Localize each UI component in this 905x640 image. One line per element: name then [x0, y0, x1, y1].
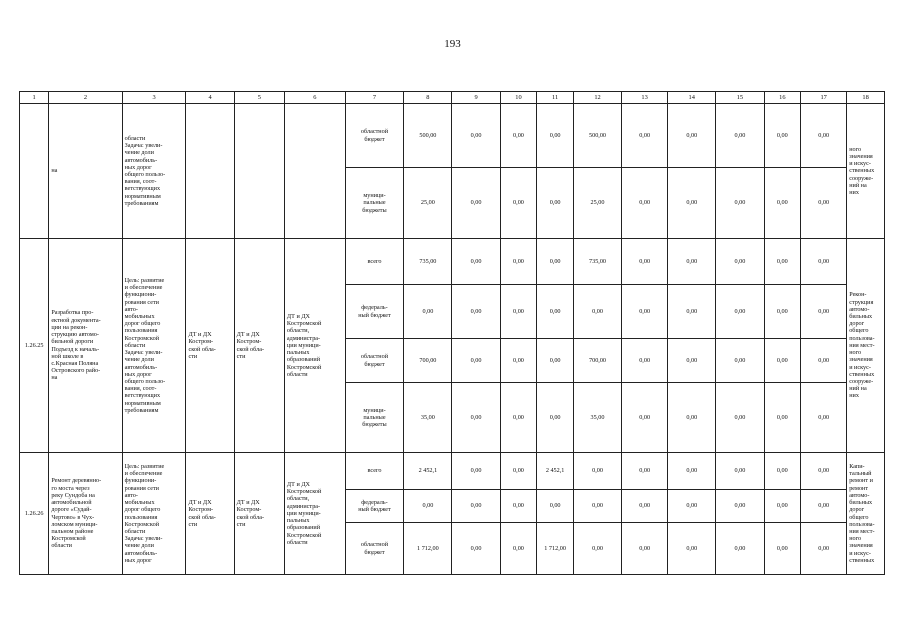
- amount-cell: 0,00: [668, 285, 716, 339]
- item-responsible: ДТ и ДХ Костром- ской обла- сти: [186, 453, 234, 575]
- amount-cell: 0,00: [764, 453, 801, 490]
- amount-cell: 0,00: [500, 285, 537, 339]
- item-goal: Цель: развитие и обеспечение функциони- рования сети авто- мобильных дорог общего пользования Костромской области Задача: увели- чение доли автомобиль- ных дорог: [122, 453, 186, 575]
- amount-cell: 0,00: [801, 339, 847, 383]
- amount-cell: 0,00: [716, 453, 764, 490]
- amount-cell: 0,00: [537, 104, 574, 168]
- amount-cell: 0,00: [801, 453, 847, 490]
- amount-cell: 0,00: [716, 339, 764, 383]
- amount-cell: 0,00: [668, 339, 716, 383]
- item-participants: ДТ и ДХ Костромской области, администра- ции муници- пальных образований Костромской области: [284, 453, 345, 575]
- amount-cell: 0,00: [500, 339, 537, 383]
- column-number: 1: [20, 92, 49, 104]
- amount-cell: 0,00: [537, 383, 574, 453]
- amount-cell: 0,00: [716, 383, 764, 453]
- amount-cell: 0,00: [764, 168, 801, 239]
- amount-cell: 0,00: [573, 523, 621, 575]
- amount-cell: 0,00: [452, 383, 500, 453]
- amount-cell: 0,00: [801, 239, 847, 285]
- amount-cell: 0,00: [573, 453, 621, 490]
- table-row: [20, 239, 885, 285]
- amount-cell: 0,00: [764, 383, 801, 453]
- amount-cell: 735,00: [404, 239, 452, 285]
- column-number: 10: [500, 92, 537, 104]
- column-number: 16: [764, 92, 801, 104]
- item-participants: ДТ и ДХ Костромской области, администра- ции муници- пальных образований Костромской области: [284, 239, 345, 453]
- amount-cell: 2 452,1: [537, 453, 574, 490]
- amount-cell: 0,00: [573, 285, 621, 339]
- amount-cell: 0,00: [622, 239, 668, 285]
- amount-cell: 0,00: [500, 453, 537, 490]
- item-result: Рекон- струкция автомо- бильных дорог общего пользова- ния мест- ного значения и искус- ственных сооруже- ний на них: [847, 239, 885, 453]
- amount-cell: 0,00: [404, 490, 452, 523]
- amount-cell: 0,00: [500, 490, 537, 523]
- amount-cell: 0,00: [452, 339, 500, 383]
- item-coexecutor: [234, 104, 284, 239]
- amount-cell: 0,00: [537, 239, 574, 285]
- item-result: Капи- тальный ремонт и ремонт автомо- бильных дорог общего пользова- ния мест- ного значения и искус- ственных: [847, 453, 885, 575]
- amount-cell: 0,00: [801, 285, 847, 339]
- amount-cell: 0,00: [622, 383, 668, 453]
- column-number: 11: [537, 92, 574, 104]
- amount-cell: 0,00: [500, 168, 537, 239]
- funding-source: областной бюджет: [345, 523, 404, 575]
- column-number: 7: [345, 92, 404, 104]
- amount-cell: 0,00: [764, 490, 801, 523]
- amount-cell: 0,00: [801, 383, 847, 453]
- funding-source: областной бюджет: [345, 339, 404, 383]
- amount-cell: 35,00: [404, 383, 452, 453]
- column-number: 8: [404, 92, 452, 104]
- funding-source: федераль- ный бюджет: [345, 285, 404, 339]
- amount-cell: 1 712,00: [537, 523, 574, 575]
- funding-source: муници- пальные бюджеты: [345, 383, 404, 453]
- amount-cell: 0,00: [537, 490, 574, 523]
- amount-cell: 0,00: [716, 239, 764, 285]
- item-participants: [284, 104, 345, 239]
- amount-cell: 0,00: [764, 339, 801, 383]
- item-responsible: ДТ и ДХ Костром- ской обла- сти: [186, 239, 234, 453]
- amount-cell: 0,00: [764, 285, 801, 339]
- amount-cell: 0,00: [764, 523, 801, 575]
- amount-cell: 35,00: [573, 383, 621, 453]
- amount-cell: 0,00: [716, 168, 764, 239]
- amount-cell: 0,00: [716, 490, 764, 523]
- column-number: 12: [573, 92, 621, 104]
- item-coexecutor: ДТ и ДХ Костром- ской обла- сти: [234, 239, 284, 453]
- amount-cell: 0,00: [801, 104, 847, 168]
- amount-cell: 0,00: [716, 104, 764, 168]
- amount-cell: 0,00: [622, 285, 668, 339]
- item-coexecutor: ДТ и ДХ Костром- ской обла- сти: [234, 453, 284, 575]
- amount-cell: 700,00: [573, 339, 621, 383]
- column-number: 18: [847, 92, 885, 104]
- amount-cell: 0,00: [500, 383, 537, 453]
- column-number: 6: [284, 92, 345, 104]
- amount-cell: 700,00: [404, 339, 452, 383]
- amount-cell: 0,00: [668, 490, 716, 523]
- amount-cell: 0,00: [537, 168, 574, 239]
- amount-cell: 0,00: [452, 285, 500, 339]
- item-name: Разработка про- ектной документа- ции на рекон- струкцию автомо- бильной дороги Подъезд к началь- ной школе в с.Красная Поляна Островского райо- на: [49, 239, 122, 453]
- amount-cell: 0,00: [801, 523, 847, 575]
- funding-source: областной бюджет: [345, 104, 404, 168]
- amount-cell: 0,00: [573, 490, 621, 523]
- column-number: 17: [801, 92, 847, 104]
- funding-source: федераль- ный бюджет: [345, 490, 404, 523]
- amount-cell: 25,00: [404, 168, 452, 239]
- amount-cell: 0,00: [537, 339, 574, 383]
- amount-cell: 0,00: [452, 104, 500, 168]
- amount-cell: 0,00: [764, 239, 801, 285]
- amount-cell: 0,00: [452, 168, 500, 239]
- amount-cell: 0,00: [716, 285, 764, 339]
- page-number: 193: [444, 38, 461, 50]
- amount-cell: 0,00: [500, 239, 537, 285]
- column-number: 5: [234, 92, 284, 104]
- column-number: 14: [668, 92, 716, 104]
- column-number: 2: [49, 92, 122, 104]
- item-name: Ремонт деревянно- го моста через реку Сундоба на автомобильной дороге «Судай- Чертово» в Чух- ломском муници- пальном районе Костромской области: [49, 453, 122, 575]
- amount-cell: 0,00: [622, 453, 668, 490]
- column-number: 15: [716, 92, 764, 104]
- item-number: 1.26.25: [20, 239, 49, 453]
- funding-source: всего: [345, 239, 404, 285]
- column-number: 9: [452, 92, 500, 104]
- amount-cell: 0,00: [537, 285, 574, 339]
- item-goal: области Задача: увели- чение доли автомобиль- ных дорог общего пользо- вания, соот- ветствующих нормативным требованиям: [122, 104, 186, 239]
- amount-cell: 0,00: [500, 523, 537, 575]
- amount-cell: 0,00: [668, 104, 716, 168]
- amount-cell: 735,00: [573, 239, 621, 285]
- amount-cell: 0,00: [622, 168, 668, 239]
- item-result: ного значения и искус- ственных сооруже- ний на них: [847, 104, 885, 239]
- amount-cell: 0,00: [452, 453, 500, 490]
- amount-cell: 0,00: [500, 104, 537, 168]
- amount-cell: 500,00: [573, 104, 621, 168]
- funding-source: всего: [345, 453, 404, 490]
- amount-cell: 0,00: [452, 523, 500, 575]
- column-number: 4: [186, 92, 234, 104]
- amount-cell: 0,00: [668, 239, 716, 285]
- column-number: 3: [122, 92, 186, 104]
- item-goal: Цель: развитие и обеспечение функциони- рования сети авто- мобильных дорог общего пользования Костромской области Задача: увели- чение доли автомобиль- ных дорог общего пользо- вания, соот- ветствующих нормативным требованиям: [122, 239, 186, 453]
- amount-cell: 25,00: [573, 168, 621, 239]
- item-responsible: [186, 104, 234, 239]
- amount-cell: 0,00: [764, 104, 801, 168]
- table-row: [20, 453, 885, 490]
- amount-cell: 0,00: [404, 285, 452, 339]
- amount-cell: 0,00: [452, 490, 500, 523]
- column-number: 13: [622, 92, 668, 104]
- amount-cell: 0,00: [668, 168, 716, 239]
- table-row: [20, 104, 885, 168]
- amount-cell: 0,00: [668, 523, 716, 575]
- amount-cell: 0,00: [668, 383, 716, 453]
- amount-cell: 0,00: [801, 168, 847, 239]
- amount-cell: 1 712,00: [404, 523, 452, 575]
- item-name: на: [49, 104, 122, 239]
- amount-cell: 0,00: [622, 490, 668, 523]
- amount-cell: 0,00: [622, 104, 668, 168]
- amount-cell: 0,00: [622, 523, 668, 575]
- amount-cell: 0,00: [622, 339, 668, 383]
- amount-cell: 0,00: [801, 490, 847, 523]
- amount-cell: 0,00: [668, 453, 716, 490]
- amount-cell: 0,00: [716, 523, 764, 575]
- budget-table: [19, 91, 885, 575]
- amount-cell: 500,00: [404, 104, 452, 168]
- column-number-row: [20, 92, 885, 104]
- funding-source: муници- пальные бюджеты: [345, 168, 404, 239]
- amount-cell: 2 452,1: [404, 453, 452, 490]
- amount-cell: 0,00: [452, 239, 500, 285]
- item-number-cell: [20, 104, 49, 239]
- item-number: 1.26.26: [20, 453, 49, 575]
